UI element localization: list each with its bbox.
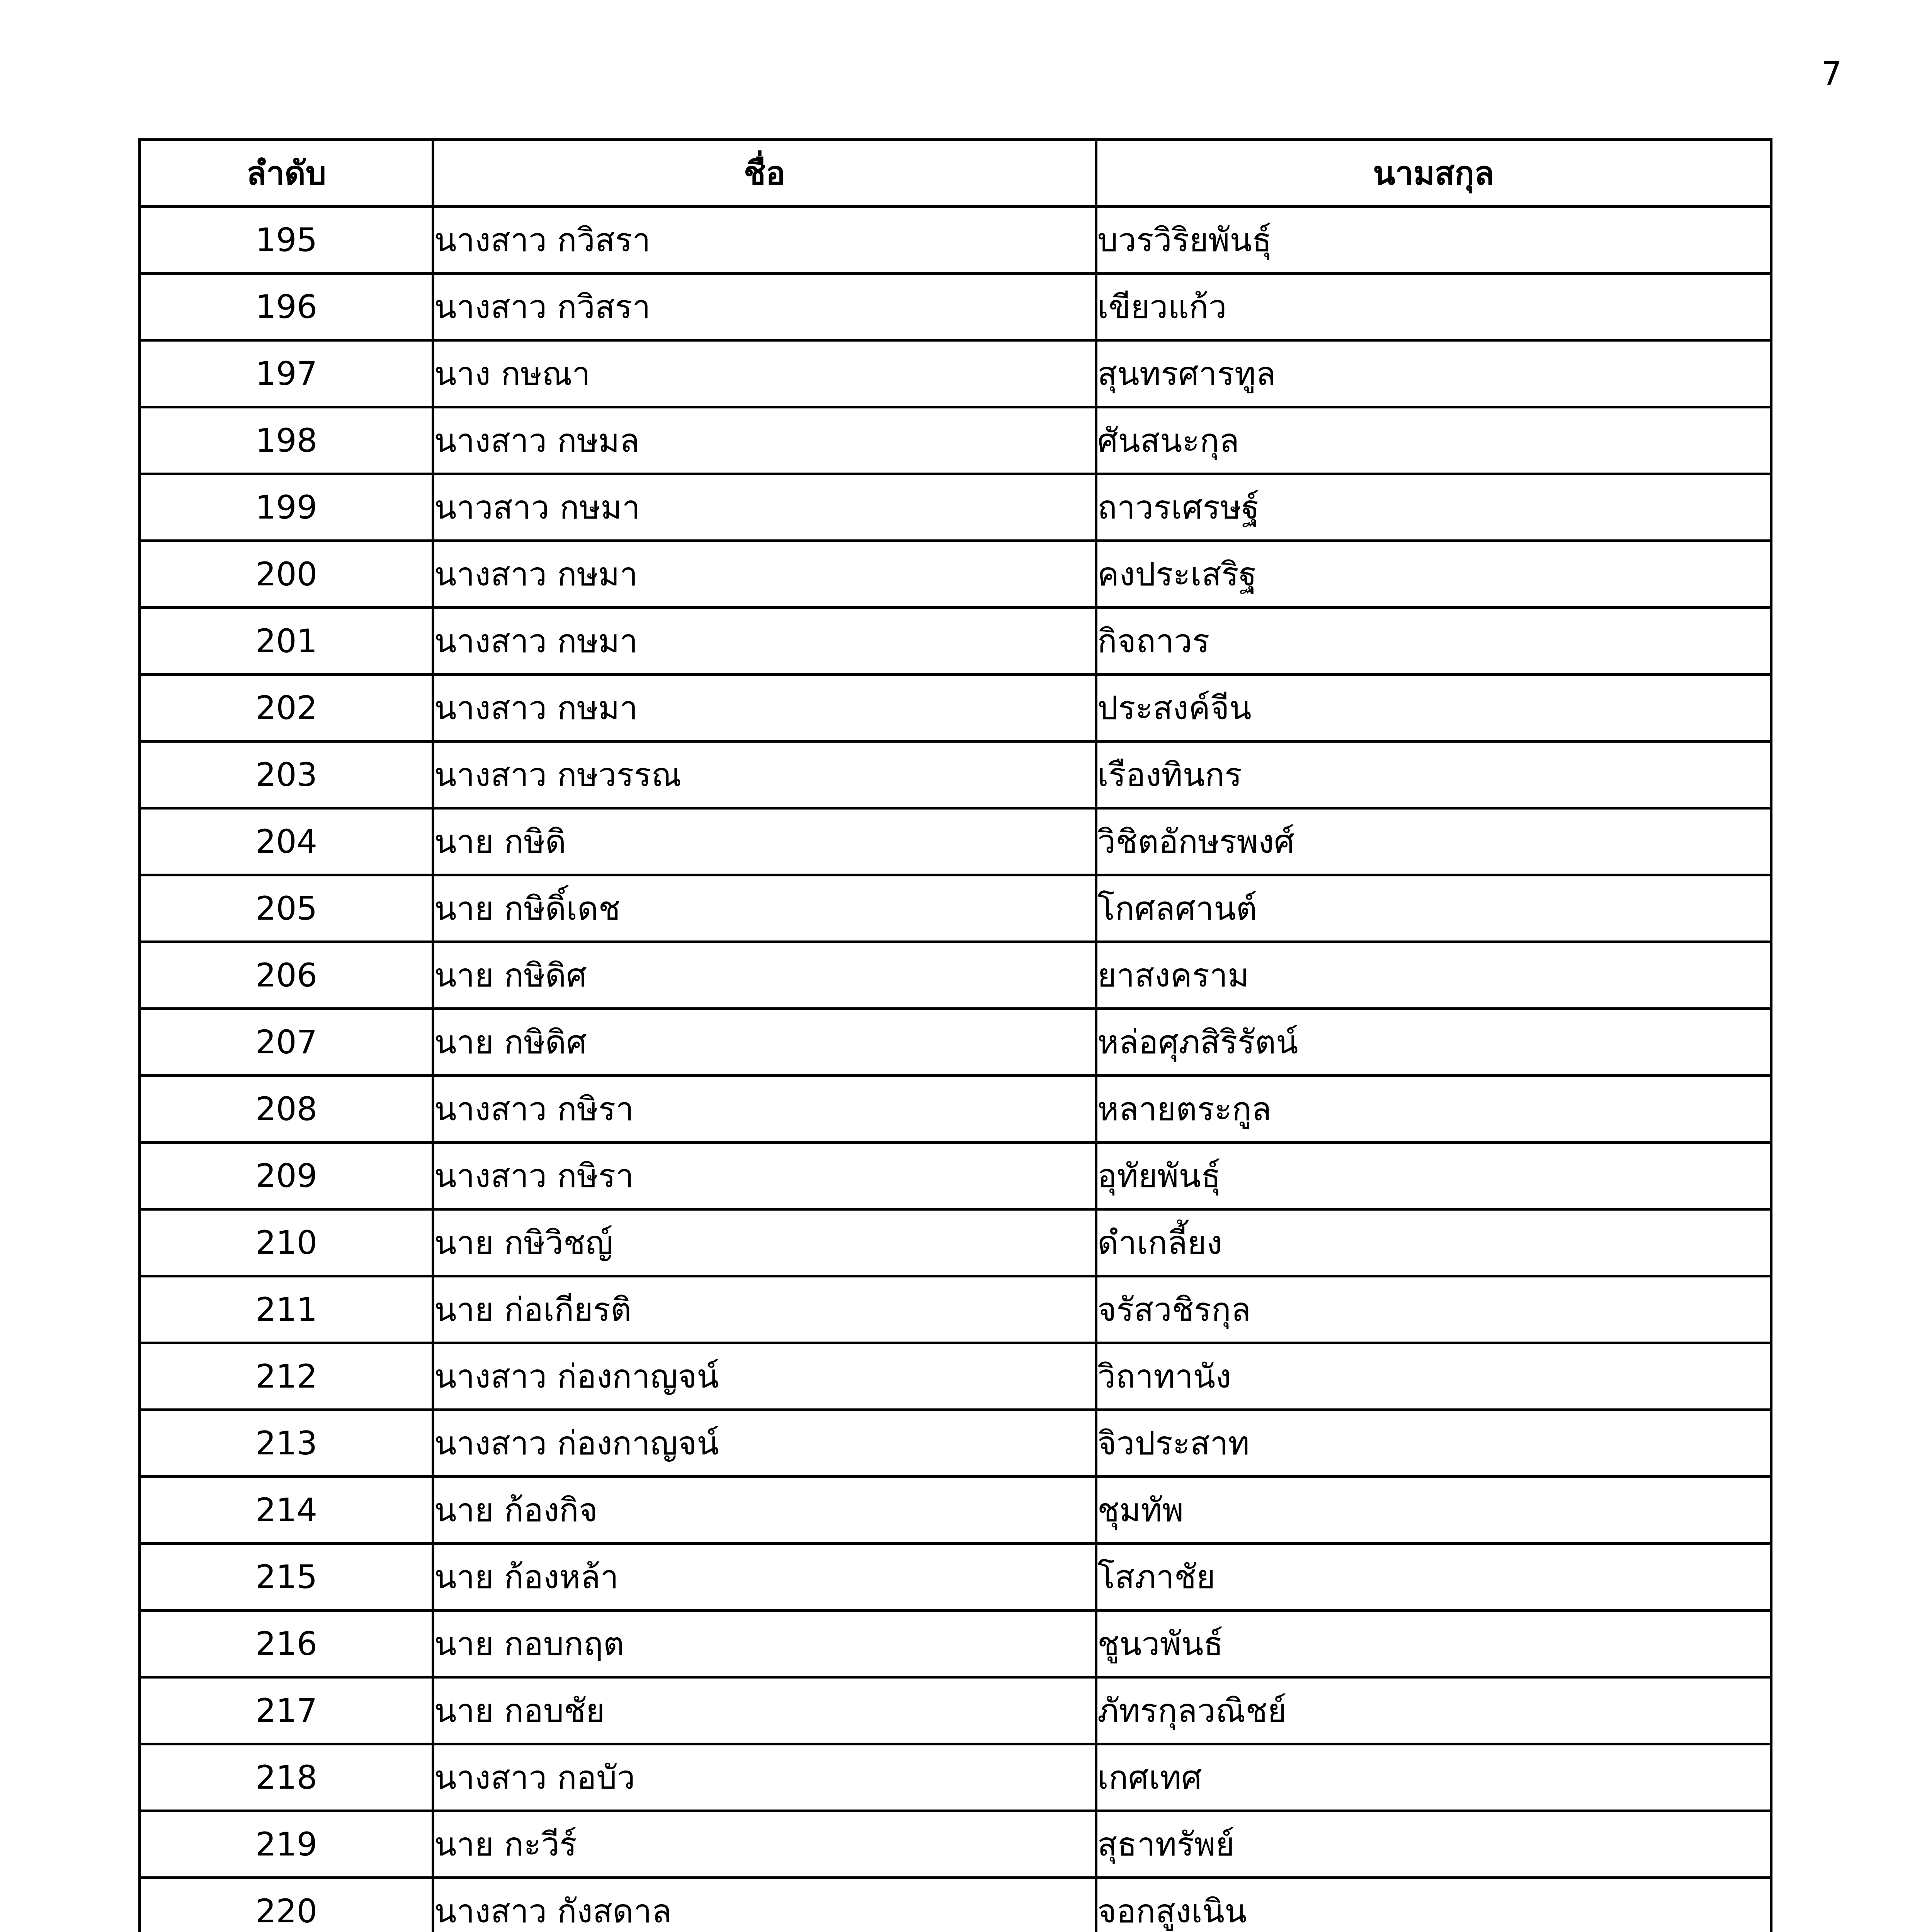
row-number: 199: [140, 474, 433, 541]
table-row: [140, 1143, 1771, 1209]
row-surname: เกศเทศ: [1096, 1744, 1771, 1811]
table-row: [140, 742, 1771, 808]
table-row: [140, 1009, 1771, 1076]
table-row: [140, 675, 1771, 742]
table-row: [140, 808, 1771, 875]
row-name: นาย กอบชัย: [433, 1677, 1096, 1744]
row-surname: สุนทรศารทูล: [1096, 340, 1771, 407]
row-surname: ชุมทัพ: [1096, 1477, 1771, 1544]
table-row: [140, 875, 1771, 942]
row-number: 204: [140, 808, 433, 875]
row-name: นาง กษณา: [433, 340, 1096, 407]
table-row: [140, 407, 1771, 474]
row-number: 209: [140, 1143, 433, 1209]
row-number: 205: [140, 875, 433, 942]
table-row: [140, 1209, 1771, 1276]
row-name: นาย กษิดิ์เดช: [433, 875, 1096, 942]
row-number: 197: [140, 340, 433, 407]
row-number: 207: [140, 1009, 433, 1076]
row-surname: จิวประสาท: [1096, 1410, 1771, 1477]
table-row: [140, 1811, 1771, 1878]
row-surname: อุทัยพันธุ์: [1096, 1143, 1771, 1209]
table-body: [140, 207, 1771, 1932]
row-name: นาย กษิดิ: [433, 808, 1096, 875]
row-number: 216: [140, 1611, 433, 1677]
row-number: 208: [140, 1076, 433, 1143]
row-surname: ประสงค์จีน: [1096, 675, 1771, 742]
row-number: 220: [140, 1878, 433, 1932]
table-row: [140, 608, 1771, 675]
row-surname: วิถาทานัง: [1096, 1343, 1771, 1410]
row-surname: จอกสูงเนิน: [1096, 1878, 1771, 1932]
row-surname: ชูนวพันธ์: [1096, 1611, 1771, 1677]
page-number: 7: [1821, 54, 1842, 92]
table-row: [140, 1477, 1771, 1544]
row-name: นาวสาว กษมา: [433, 474, 1096, 541]
row-number: 219: [140, 1811, 433, 1878]
row-surname: เขียวแก้ว: [1096, 274, 1771, 340]
row-number: 218: [140, 1744, 433, 1811]
row-number: 214: [140, 1477, 433, 1544]
row-number: 202: [140, 675, 433, 742]
row-name: นางสาว กษมล: [433, 407, 1096, 474]
table-row: [140, 1611, 1771, 1677]
row-number: 210: [140, 1209, 433, 1276]
row-surname: เรืองทินกร: [1096, 742, 1771, 808]
row-surname: คงประเสริฐ: [1096, 541, 1771, 608]
table-row: [140, 274, 1771, 340]
row-surname: กิจถาวร: [1096, 608, 1771, 675]
row-number: 198: [140, 407, 433, 474]
row-name: นางสาว กษมา: [433, 675, 1096, 742]
table-row: [140, 1878, 1771, 1932]
row-surname: ยาสงคราม: [1096, 942, 1771, 1009]
header-name: ชื่อ: [433, 140, 1096, 207]
row-number: 212: [140, 1343, 433, 1410]
row-name: นางสาว กษวรรณ: [433, 742, 1096, 808]
table-row: [140, 1076, 1771, 1143]
roster-table: [138, 138, 1772, 1932]
row-surname: โกศลศานต์: [1096, 875, 1771, 942]
row-name: นาย ก้องหล้า: [433, 1544, 1096, 1611]
row-name: นางสาว กษมา: [433, 541, 1096, 608]
row-name: นางสาว กษิรา: [433, 1076, 1096, 1143]
table-row: [140, 1544, 1771, 1611]
row-name: นางสาว ก่องกาญจน์: [433, 1410, 1096, 1477]
row-name: นาย กษิวิชญ์: [433, 1209, 1096, 1276]
table-row: [140, 1744, 1771, 1811]
row-surname: ภัทรกุลวณิชย์: [1096, 1677, 1771, 1744]
row-surname: ศันสนะกุล: [1096, 407, 1771, 474]
table-row: [140, 474, 1771, 541]
row-name: นาย ก่อเกียรติ: [433, 1276, 1096, 1343]
row-number: 217: [140, 1677, 433, 1744]
header-surname: นามสกุล: [1096, 140, 1771, 207]
table-row: [140, 207, 1771, 274]
row-number: 195: [140, 207, 433, 274]
table-row: [140, 1276, 1771, 1343]
table-row: [140, 340, 1771, 407]
row-surname: โสภาชัย: [1096, 1544, 1771, 1611]
row-number: 215: [140, 1544, 433, 1611]
row-surname: ดำเกลี้ยง: [1096, 1209, 1771, 1276]
row-name: นาย กอบกฤต: [433, 1611, 1096, 1677]
row-name: นาย กษิดิศ: [433, 942, 1096, 1009]
row-number: 206: [140, 942, 433, 1009]
row-name: นางสาว กอบัว: [433, 1744, 1096, 1811]
row-name: นางสาว กษิรา: [433, 1143, 1096, 1209]
row-surname: จรัสวชิรกุล: [1096, 1276, 1771, 1343]
table-row: [140, 541, 1771, 608]
row-number: 200: [140, 541, 433, 608]
row-surname: ถาวรเศรษฐ์: [1096, 474, 1771, 541]
table-header-row: [140, 140, 1771, 207]
row-number: 196: [140, 274, 433, 340]
row-name: นางสาว กวิสรา: [433, 207, 1096, 274]
row-name: นางสาว กษมา: [433, 608, 1096, 675]
header-no: ลำดับ: [140, 140, 433, 207]
row-surname: วิชิตอักษรพงศ์: [1096, 808, 1771, 875]
row-name: นางสาว ก่องกาญจน์: [433, 1343, 1096, 1410]
row-surname: สุธาทรัพย์: [1096, 1811, 1771, 1878]
row-surname: บวรวิริยพันธุ์: [1096, 207, 1771, 274]
row-number: 213: [140, 1410, 433, 1477]
row-name: นางสาว กวิสรา: [433, 274, 1096, 340]
table-row: [140, 942, 1771, 1009]
row-name: นาย กะวีร์: [433, 1811, 1096, 1878]
row-name: นาย กษิดิศ: [433, 1009, 1096, 1076]
row-number: 211: [140, 1276, 433, 1343]
row-surname: หลายตระกูล: [1096, 1076, 1771, 1143]
table-row: [140, 1343, 1771, 1410]
row-surname: หล่อศุภสิริรัตน์: [1096, 1009, 1771, 1076]
row-number: 201: [140, 608, 433, 675]
row-name: นาย ก้องกิจ: [433, 1477, 1096, 1544]
table-row: [140, 1677, 1771, 1744]
table-row: [140, 1410, 1771, 1477]
row-number: 203: [140, 742, 433, 808]
row-name: นางสาว กังสดาล: [433, 1878, 1096, 1932]
